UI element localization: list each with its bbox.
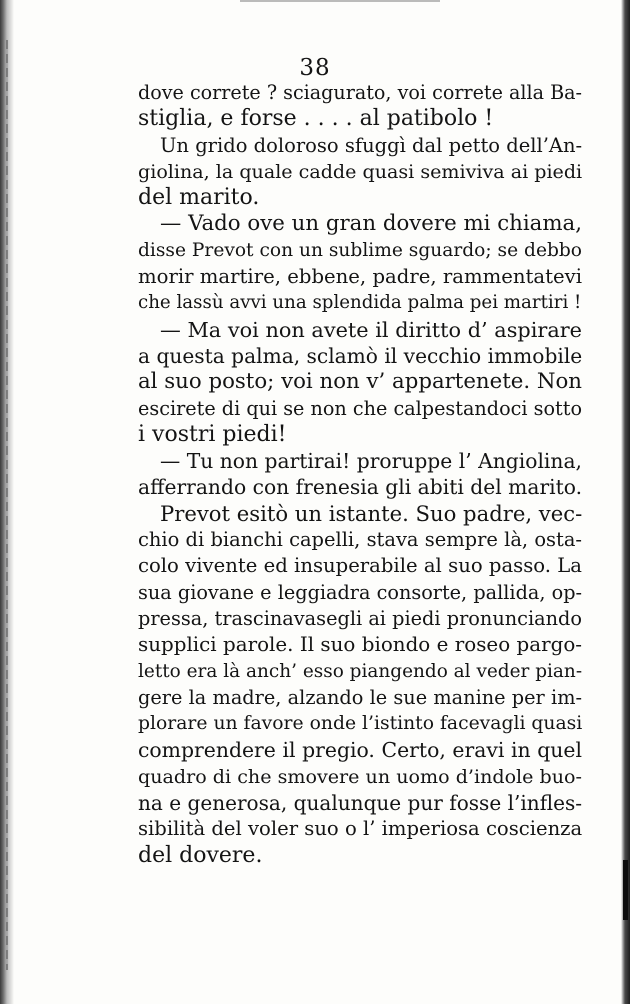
text-line: disse Prevot con un sublime sguardo; se debbo <box>138 239 582 261</box>
page-number: 38 <box>299 55 331 81</box>
text-line: dove correte ? sciagurato, voi correte alla Ba- <box>138 81 582 104</box>
text-line: giolina, la quale cadde quasi semiviva ai piedi <box>138 160 583 183</box>
text-line: supplici parole. Il suo biondo e roseo pargo- <box>138 633 582 657</box>
text-line: escirete di qui se non che calpestandoci sotto <box>138 396 582 420</box>
text-line: Prevot esitò un istante. Suo padre, vec- <box>160 500 583 526</box>
text-line: stiglia, e forse . . . . al patibolo ! <box>138 106 494 132</box>
text-line: chio di bianchi capelli, stava sempre là, osta- <box>138 528 582 552</box>
binding-edge-line <box>6 40 8 970</box>
text-line: al suo posto; voi non v’ appartenete. Non <box>138 369 582 395</box>
scan-edge-mark <box>623 860 628 920</box>
text-line: colo vivente ed insuperabile al suo passo. La <box>138 554 582 578</box>
text-line: a questa palma, sclamò il vecchio immobile <box>138 343 583 368</box>
text-line: plorare un favore onde l’istinto facevagli quasi <box>138 713 583 735</box>
text-line: Un grido doloroso sfuggì dal petto dell’An- <box>160 133 583 157</box>
text-line: morir martire, ebbene, padre, rammentatevi <box>138 265 582 289</box>
text-line: letto era là anch’ esso piangendo al veder pian- <box>138 660 583 682</box>
text-line: sua giovane e leggiadra consorte, pallida, op- <box>138 580 582 604</box>
text-line: comprendere il pregio. Certo, eravi in quel <box>138 738 582 763</box>
text-line: pressa, trascinavasegli ai piedi pronunciando <box>138 606 582 630</box>
text-line: sibilità del voler suo o l’ imperiosa coscienza <box>138 817 583 841</box>
scan-edge-right <box>621 0 630 1004</box>
text-line: afferrando con frenesia gli abiti del marito. <box>138 475 583 500</box>
text-line: del marito. <box>138 185 260 211</box>
text-line: i vostri piedi! <box>138 421 287 447</box>
text-line: del dovere. <box>138 842 263 868</box>
text-line: quadro di che smovere un uomo d’indole buo- <box>138 765 582 788</box>
text-line: che lassù avvi una splendida palma pei martiri ! <box>138 292 582 314</box>
text-line: gere la madre, alzando le sue manine per im- <box>138 685 582 709</box>
text-line: — Tu non partirai! proruppe l’ Angiolina, <box>160 449 582 474</box>
scan-top-edge <box>240 0 440 2</box>
text-line: — Ma voi non avete il diritto d’ aspirare <box>160 317 582 342</box>
binding-shadow <box>0 0 14 1004</box>
text-line: na e generosa, qualunque pur fosse l’infles- <box>138 791 582 816</box>
text-line: — Vado ove un gran dovere mi chiama, <box>160 211 582 237</box>
body-text <box>138 80 582 869</box>
